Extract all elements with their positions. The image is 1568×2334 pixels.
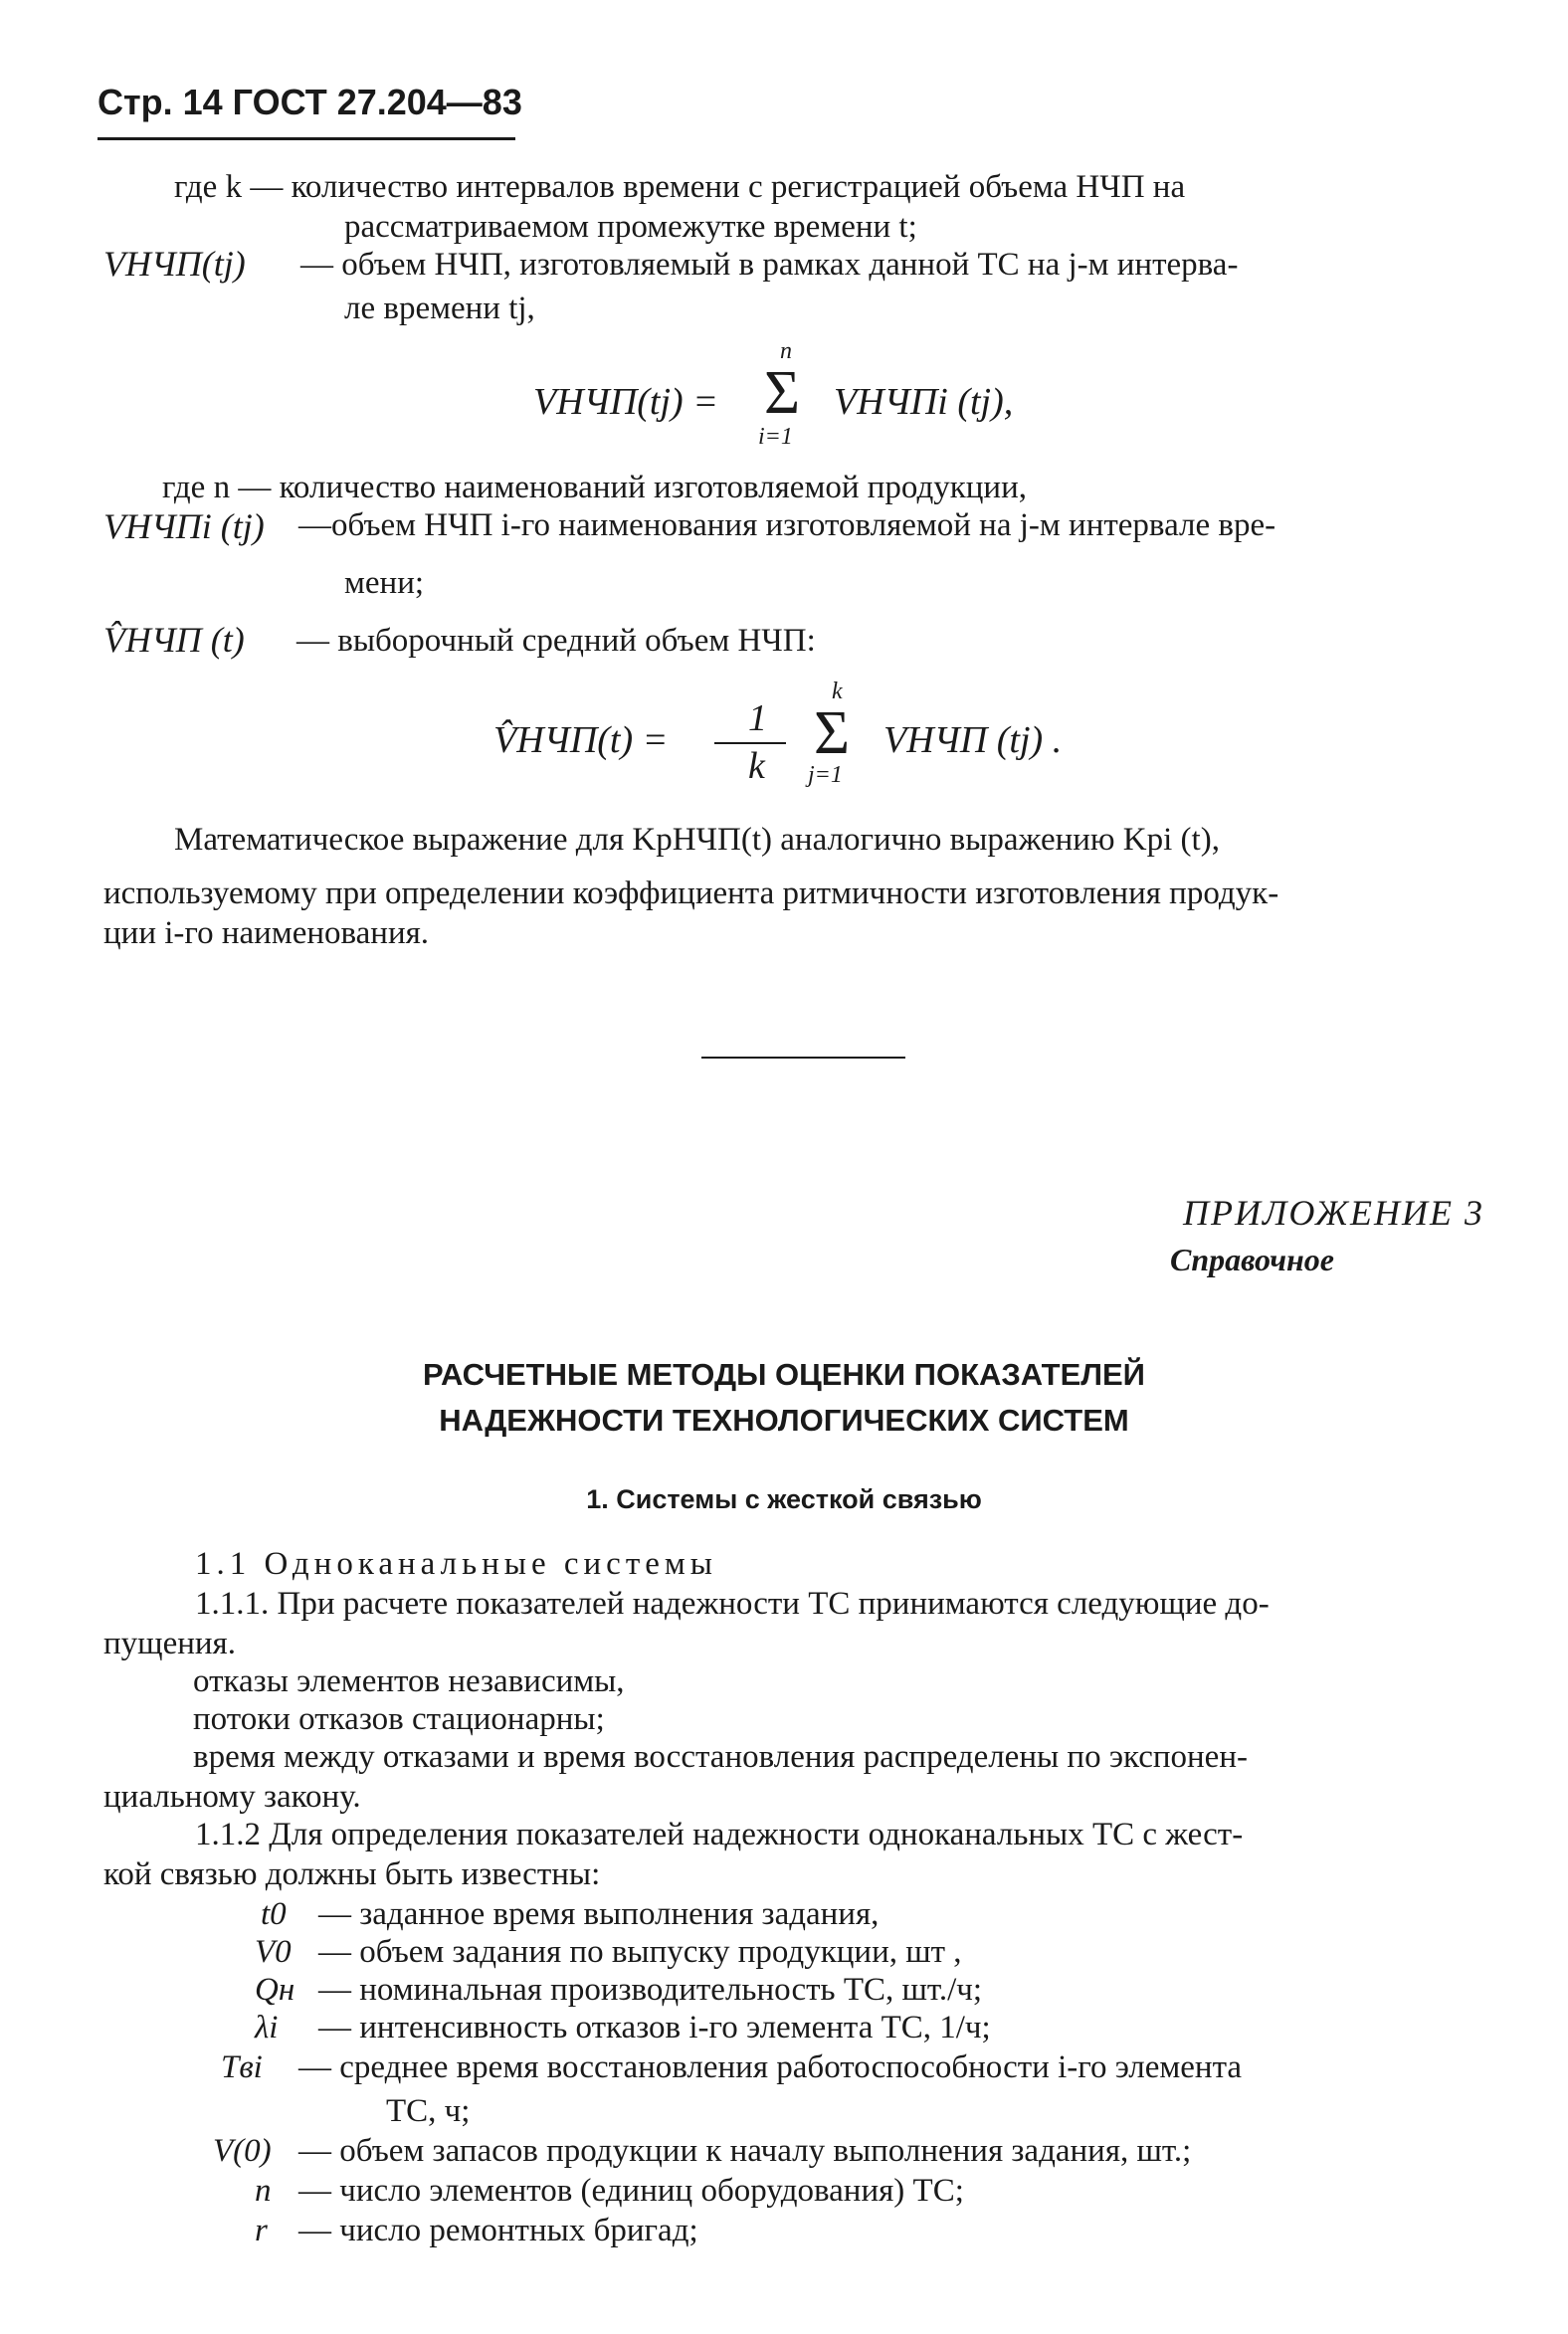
def-vnchp-line2: ле времени tj, — [344, 291, 535, 326]
para-line1: Математическое выражение для KpНЧП(t) аналогично выражению Kpi (t), — [174, 822, 1220, 858]
formula2-denominator: k — [748, 745, 765, 787]
section-heading: 1. Системы с жесткой связью — [586, 1484, 982, 1514]
formula1-sum-lower: i=1 — [758, 424, 793, 450]
clause-1-1-2-line1: 1.1.2 Для определения показателей надежности одноканальных ТС с жест- — [195, 1817, 1244, 1852]
param-symbol: Qн — [255, 1972, 295, 2008]
doc-title-line1: РАСЧЕТНЫЕ МЕТОДЫ ОЦЕНКИ ПОКАЗАТЕЛЕЙ — [423, 1357, 1145, 1392]
def-vnchp-line1: — объем НЧП, изготовляемый в рамках данной ТС на j-м интерва- — [300, 247, 1239, 283]
formula2-sum-upper: k — [832, 679, 843, 704]
param-symbol: Tвi — [221, 2049, 263, 2085]
def-vnchpi-symbol: VНЧПi (tj) — [103, 506, 265, 546]
para-line3: ции i-го наименования. — [103, 915, 430, 951]
section-divider — [701, 1057, 905, 1059]
clause-1-1: 1.1 Одноканальные системы — [195, 1546, 717, 1582]
formula1-sum-sign: Σ — [764, 359, 801, 427]
header-rule — [98, 137, 515, 140]
param-text: — среднее время восстановления работоспособности i-го элемента — [298, 2049, 1243, 2085]
param-text: — объем запасов продукции к началу выполнения задания, шт.; — [298, 2133, 1192, 2169]
param-symbol: V0 — [255, 1934, 292, 1970]
formula2-sum-lower: j=1 — [808, 762, 843, 788]
param-text: ТС, ч; — [386, 2093, 471, 2129]
formula1-sum-upper: n — [780, 338, 792, 364]
def-vhat-symbol: V̂НЧП (t) — [103, 620, 245, 660]
formula1-rhs: VНЧПi (tj), — [834, 381, 1014, 423]
def-k-line2: рассматриваемом промежутке времени t; — [344, 209, 917, 245]
param-text: — число элементов (единиц оборудования) ТС; — [298, 2173, 964, 2209]
param-text: — номинальная производительность ТС, шт./ч; — [318, 1972, 983, 2008]
appendix-note: Справочное — [1170, 1242, 1334, 1277]
param-symbol: n — [255, 2173, 272, 2209]
assumption-2: потоки отказов стационарны; — [193, 1701, 605, 1737]
formula2-lhs: V̂НЧП(t) = — [493, 719, 669, 761]
param-text: — интенсивность отказов i-го элемента ТС, 1/ч; — [318, 2010, 991, 2045]
formula2-numerator: 1 — [748, 697, 767, 739]
def-n-line: где n — количество наименований изготовляемой продукции, — [162, 470, 1028, 505]
param-symbol: V(0) — [213, 2133, 272, 2169]
assumption-1: отказы элементов независимы, — [193, 1663, 625, 1699]
appendix-label: ПРИЛОЖЕНИЕ 3 — [1183, 1193, 1484, 1233]
assumption-3-line1: время между отказами и время восстановления распределены по экспонен- — [193, 1739, 1248, 1775]
def-vnchpi-line1: —объем НЧП i-го наименования изготовляемой на j-м интервале вре- — [298, 507, 1276, 543]
def-vnchp-symbol: VНЧП(tj) — [103, 244, 246, 284]
clause-1-1-1-line1: 1.1.1. При расчете показателей надежности ТС принимаются следующие до- — [195, 1586, 1270, 1622]
para-line2: используемому при определении коэффициента ритмичности изготовления продук- — [103, 875, 1279, 911]
clause-1-1-1-line2: пущения. — [103, 1626, 236, 1661]
param-symbol: t0 — [261, 1896, 287, 1932]
formula2-sum-sign: Σ — [814, 699, 851, 767]
doc-title-line2: НАДЕЖНОСТИ ТЕХНОЛОГИЧЕСКИХ СИСТЕМ — [439, 1403, 1129, 1438]
def-k-line1: где k — количество интервалов времени с регистрацией объема НЧП на — [174, 169, 1186, 205]
clause-1-1-2-line2: кой связью должны быть известны: — [103, 1856, 601, 1892]
param-symbol: λi — [255, 2010, 279, 2045]
param-text: — объем задания по выпуску продукции, шт , — [318, 1934, 962, 1970]
def-vnchpi-line2: мени; — [344, 565, 425, 601]
assumption-3-line2: циальному закону. — [103, 1779, 361, 1815]
param-text: — заданное время выполнения задания, — [318, 1896, 880, 1932]
param-symbol: r — [255, 2213, 268, 2248]
formula1-lhs: VНЧП(tj) = — [533, 381, 718, 423]
def-vhat-line: — выборочный средний объем НЧП: — [296, 623, 816, 659]
param-text: — число ремонтных бригад; — [298, 2213, 698, 2248]
formula2-rhs: VНЧП (tj) . — [883, 719, 1063, 761]
page-header: Стр. 14 ГОСТ 27.204—83 — [98, 82, 522, 122]
